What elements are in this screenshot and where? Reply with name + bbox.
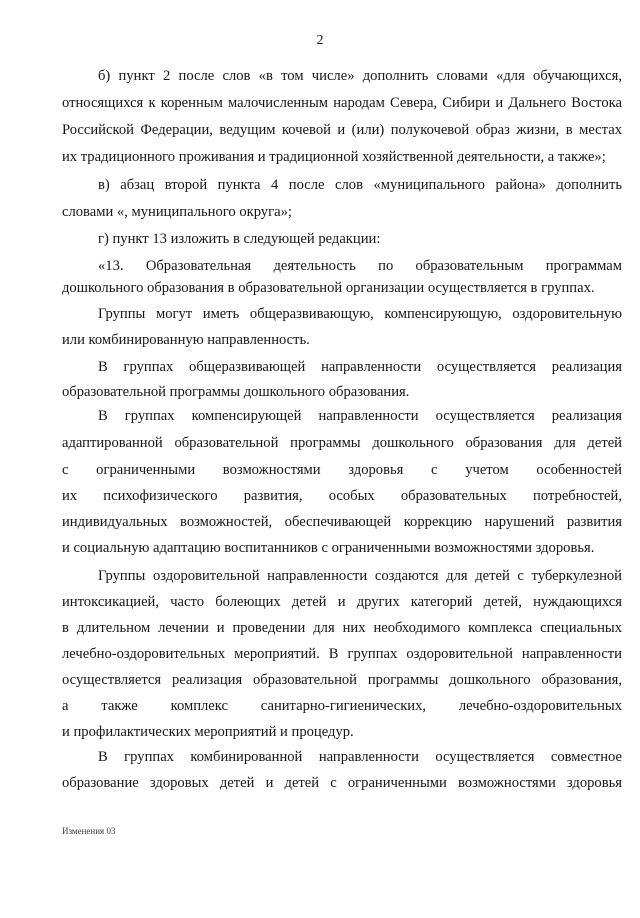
paragraph-line: лечебно-оздоровительных мероприятий. В группах оздоровительной направленности <box>62 646 622 662</box>
paragraph-line: в) абзац второй пункта 4 после слов «муниципального района» дополнить <box>98 177 622 193</box>
paragraph-line: Российской Федерации, ведущим кочевой и (или) полукочевой образ жизни, в местах <box>62 122 622 138</box>
paragraph-line: или комбинированную направленность. <box>62 332 310 348</box>
paragraph-line: и профилактических мероприятий и процедур. <box>62 724 354 740</box>
paragraph-line: с ограниченными возможностями здоровья с учетом особенностей <box>62 462 622 478</box>
paragraph-line: В группах компенсирующей направленности осуществляется реализация <box>98 408 622 424</box>
paragraph-line: г) пункт 13 изложить в следующей редакции: <box>98 231 381 247</box>
paragraph-line: «13. Образовательная деятельность по образовательным программам <box>98 258 622 274</box>
paragraph-line: а также комплекс санитарно-гигиенических, лечебно-оздоровительных <box>62 698 622 714</box>
paragraph-line: б) пункт 2 после слов «в том числе» дополнить словами «для обучающихся, <box>98 68 622 84</box>
paragraph-line: образовательной программы дошкольного образования. <box>62 384 410 400</box>
paragraph-line: адаптированной образовательной программы дошкольного образования для детей <box>62 435 622 451</box>
paragraph-line: их психофизического развития, особых образовательных потребностей, <box>62 488 622 504</box>
paragraph-line: их традиционного проживания и традиционной хозяйственной деятельности, а также»; <box>62 149 606 165</box>
paragraph-line: дошкольного образования в образовательной организации осуществляется в группах. <box>62 280 595 296</box>
paragraph-line: образование здоровых детей и детей с ограниченными возможностями здоровья <box>62 775 622 791</box>
paragraph-line: В группах общеразвивающей направленности осуществляется реализация <box>98 359 622 375</box>
paragraph-line: Группы оздоровительной направленности создаются для детей с туберкулезной <box>98 568 622 584</box>
paragraph-line: в длительном лечении и проведении для них необходимого комплекса специальных <box>62 620 622 636</box>
paragraph-line: В группах комбинированной направленности осуществляется совместное <box>98 749 622 765</box>
page-number: 2 <box>316 33 324 48</box>
footer-note: Изменения 03 <box>62 826 116 836</box>
paragraph-line: и социальную адаптацию воспитанников с ограниченными возможностями здоровья. <box>62 540 595 556</box>
paragraph-line: словами «, муниципального округа»; <box>62 204 292 220</box>
paragraph-line: интоксикацией, часто болеющих детей и других категорий детей, нуждающихся <box>62 594 622 610</box>
paragraph-line: индивидуальных возможностей, обеспечивающей коррекцию нарушений развития <box>62 514 622 530</box>
paragraph-line: осуществляется реализация образовательной программы дошкольного образования, <box>62 672 622 688</box>
paragraph-line: относящихся к коренным малочисленным народам Севера, Сибири и Дальнего Востока <box>62 95 622 111</box>
paragraph-line: Группы могут иметь общеразвивающую, компенсирующую, оздоровительную <box>98 306 622 322</box>
